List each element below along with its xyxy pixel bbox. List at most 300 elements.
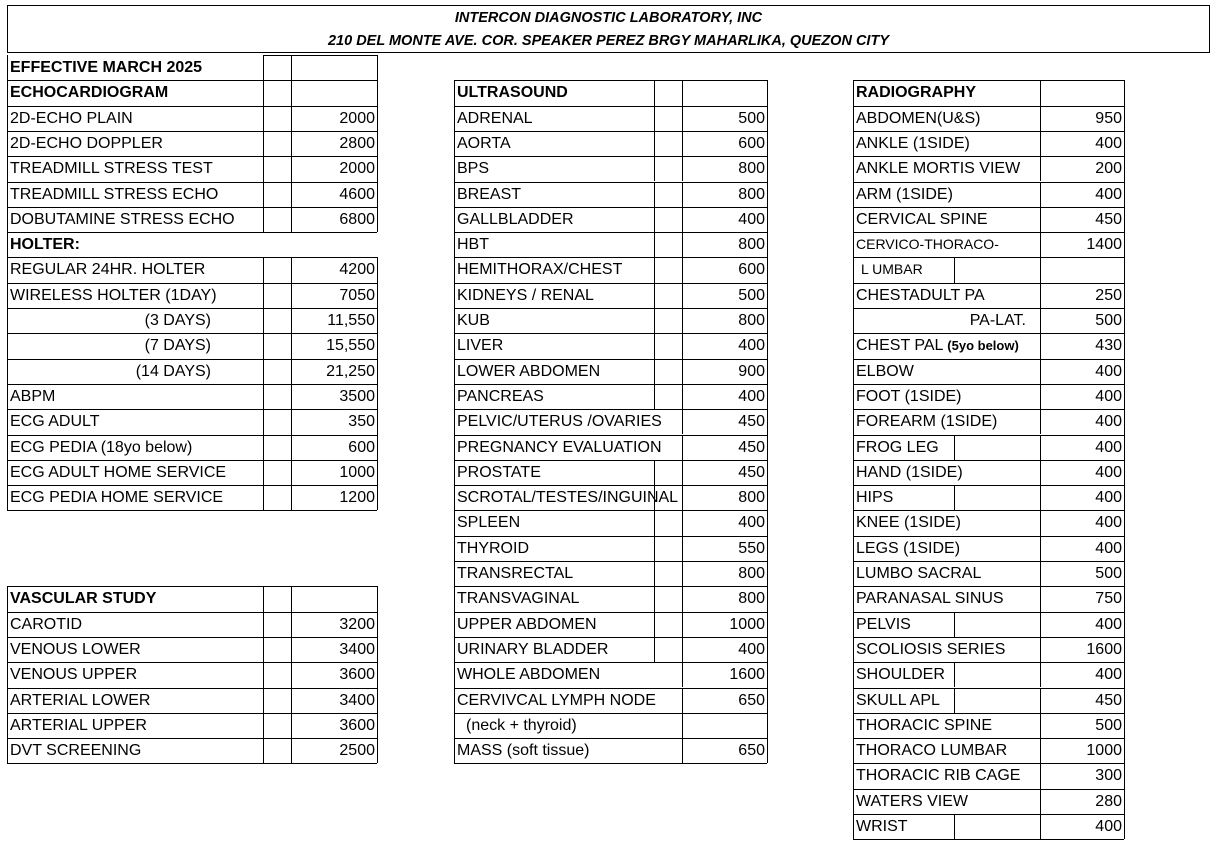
grid-line bbox=[1040, 232, 1041, 257]
service-name: TRANSVAGINAL bbox=[457, 590, 580, 608]
grid-line bbox=[7, 384, 377, 385]
grid-line bbox=[454, 612, 767, 613]
service-price: 21,250 bbox=[326, 362, 375, 380]
service-price: 500 bbox=[1095, 716, 1122, 734]
service-name: 2D-ECHO PLAIN bbox=[10, 109, 133, 127]
grid-line bbox=[682, 106, 683, 131]
grid-line bbox=[7, 55, 8, 510]
grid-line bbox=[1040, 688, 1041, 713]
service-price: 400 bbox=[1095, 438, 1122, 456]
service-price: 1600 bbox=[729, 666, 765, 684]
grid-line bbox=[1040, 156, 1041, 181]
grid-line bbox=[1124, 80, 1125, 839]
grid-line bbox=[7, 612, 377, 613]
service-name bbox=[853, 333, 1040, 358]
grid-line bbox=[454, 308, 767, 309]
service-name: GALLBLADDER bbox=[457, 210, 574, 228]
grid-line bbox=[682, 409, 683, 434]
grid-line bbox=[263, 55, 377, 56]
service-price: 650 bbox=[738, 742, 765, 760]
service-price: 900 bbox=[738, 362, 765, 380]
grid-line bbox=[682, 586, 683, 611]
grid-line bbox=[1040, 333, 1041, 358]
grid-line bbox=[7, 232, 377, 233]
service-price: 400 bbox=[1095, 514, 1122, 532]
service-price: 400 bbox=[1095, 666, 1122, 684]
effective-date: EFFECTIVE MARCH 2025 bbox=[10, 59, 203, 76]
service-name: WIRELESS HOLTER (1DAY) bbox=[10, 286, 217, 304]
grid-line bbox=[853, 283, 1124, 284]
grid-line bbox=[853, 435, 1124, 436]
grid-line bbox=[682, 308, 683, 333]
grid-line bbox=[654, 308, 655, 333]
service-price: 400 bbox=[738, 337, 765, 355]
grid-line bbox=[7, 308, 377, 309]
grid-line bbox=[654, 131, 655, 156]
grid-line bbox=[1040, 182, 1041, 207]
service-price: 3500 bbox=[339, 387, 375, 405]
service-price: 3400 bbox=[339, 691, 375, 709]
service-price: 400 bbox=[1095, 134, 1122, 152]
grid-line bbox=[1040, 283, 1041, 308]
grid-line bbox=[654, 384, 655, 409]
grid-line bbox=[654, 510, 655, 535]
grid-line bbox=[454, 207, 767, 208]
service-price: 350 bbox=[348, 413, 375, 431]
grid-line bbox=[7, 460, 377, 461]
grid-line bbox=[454, 283, 767, 284]
grid-line bbox=[1040, 207, 1041, 232]
service-price: 600 bbox=[738, 261, 765, 279]
service-name: WATERS VIEW bbox=[856, 792, 968, 810]
grid-line bbox=[454, 384, 767, 385]
grid-line bbox=[454, 156, 767, 157]
grid-line bbox=[682, 688, 683, 713]
service-price: 400 bbox=[1095, 362, 1122, 380]
service-price: 400 bbox=[1095, 539, 1122, 557]
grid-line bbox=[454, 106, 767, 107]
service-name: REGULAR 24HR. HOLTER bbox=[10, 261, 206, 279]
grid-line bbox=[853, 131, 1124, 132]
service-price: 1200 bbox=[339, 489, 375, 507]
grid-line bbox=[1040, 789, 1041, 814]
grid-line bbox=[853, 460, 1124, 461]
service-price: 2800 bbox=[339, 134, 375, 152]
service-price: 280 bbox=[1095, 792, 1122, 810]
grid-line bbox=[454, 80, 767, 81]
service-price: 400 bbox=[738, 387, 765, 405]
service-name: URINARY BLADDER bbox=[457, 640, 609, 658]
grid-line bbox=[1040, 485, 1041, 510]
grid-line bbox=[454, 713, 767, 714]
service-price: 450 bbox=[738, 463, 765, 481]
service-price: 800 bbox=[738, 160, 765, 178]
grid-line bbox=[654, 106, 655, 131]
grid-line bbox=[1040, 359, 1041, 384]
service-name: ANKLE MORTIS VIEW bbox=[856, 160, 1021, 178]
grid-line bbox=[7, 283, 377, 284]
service-price: 4600 bbox=[339, 185, 375, 203]
grid-line bbox=[263, 55, 264, 232]
grid-line bbox=[682, 612, 683, 637]
grid-line bbox=[291, 257, 292, 510]
grid-line bbox=[454, 637, 767, 638]
service-price: 950 bbox=[1095, 109, 1122, 127]
service-name: BREAST bbox=[457, 185, 522, 203]
grid-line bbox=[7, 586, 377, 587]
grid-line bbox=[654, 460, 655, 485]
grid-line bbox=[377, 55, 378, 232]
grid-line bbox=[954, 612, 955, 637]
grid-line bbox=[7, 257, 377, 258]
grid-line bbox=[853, 688, 1124, 689]
service-price: 550 bbox=[738, 539, 765, 557]
grid-line bbox=[7, 688, 377, 689]
grid-line bbox=[454, 536, 767, 537]
service-name: ECG ADULT bbox=[10, 413, 100, 431]
service-price: 400 bbox=[1095, 818, 1122, 835]
service-price: 3400 bbox=[339, 640, 375, 658]
service-name: SPLEEN bbox=[457, 514, 521, 532]
service-price: 250 bbox=[1095, 286, 1122, 304]
grid-line bbox=[853, 409, 1124, 410]
service-price: 800 bbox=[738, 489, 765, 507]
service-price: 750 bbox=[1095, 590, 1122, 608]
service-name: LIVER bbox=[457, 337, 504, 355]
service-name: HAND (1SIDE) bbox=[856, 463, 963, 481]
grid-line bbox=[454, 460, 767, 461]
service-name: CERVICAL SPINE bbox=[856, 210, 988, 228]
service-name: PARANASAL SINUS bbox=[856, 590, 1004, 608]
grid-line bbox=[454, 182, 767, 183]
service-price: 400 bbox=[1095, 463, 1122, 481]
grid-line bbox=[654, 283, 655, 308]
service-name: WHOLE ABDOMEN bbox=[457, 666, 601, 684]
grid-line bbox=[654, 156, 655, 181]
service-name: ECG PEDIA (18yo below) bbox=[10, 438, 193, 456]
grid-line bbox=[654, 182, 655, 207]
service-name: PELVIC/UTERUS /OVARIES bbox=[457, 413, 662, 431]
grid-line bbox=[1040, 106, 1041, 131]
grid-line bbox=[954, 435, 955, 460]
service-price: 15,550 bbox=[326, 337, 375, 355]
service-name: PA-LAT. bbox=[969, 312, 1026, 329]
service-name: FROG LEG bbox=[856, 438, 939, 456]
grid-line bbox=[454, 359, 767, 360]
service-name: HIPS bbox=[856, 489, 894, 507]
service-name: FOOT (1SIDE) bbox=[856, 387, 962, 405]
grid-line bbox=[454, 257, 767, 258]
service-price: 800 bbox=[738, 236, 765, 254]
grid-line bbox=[682, 460, 683, 485]
grid-line bbox=[7, 510, 377, 511]
service-name: THORACO LUMBAR bbox=[856, 742, 1008, 760]
service-price: 400 bbox=[1095, 489, 1122, 507]
grid-line bbox=[954, 688, 955, 713]
grid-line bbox=[1040, 637, 1041, 662]
service-price: 450 bbox=[738, 438, 765, 456]
grid-line bbox=[1040, 257, 1041, 282]
service-name: DOBUTAMINE STRESS ECHO bbox=[10, 210, 235, 228]
grid-line bbox=[853, 333, 1124, 334]
grid-line bbox=[7, 182, 377, 183]
grid-line bbox=[853, 586, 1124, 587]
grid-line bbox=[377, 257, 378, 510]
grid-line bbox=[1040, 763, 1041, 788]
service-name: (7 DAYS) bbox=[144, 337, 211, 355]
grid-line bbox=[291, 586, 292, 763]
grid-line bbox=[454, 131, 767, 132]
grid-line bbox=[682, 80, 683, 105]
grid-line bbox=[853, 612, 1124, 613]
service-name: CAROTID bbox=[10, 615, 82, 633]
service-name: SCROTAL/TESTES/INGUINAL bbox=[457, 489, 679, 507]
service-price: 450 bbox=[1095, 691, 1122, 709]
grid-line bbox=[682, 182, 683, 207]
lab-name: INTERCON DIAGNOSTIC LABORATORY, INC bbox=[454, 10, 763, 26]
service-price: 6800 bbox=[339, 210, 375, 228]
service-price: 300 bbox=[1095, 767, 1122, 785]
grid-line bbox=[853, 789, 1124, 790]
service-name: TRANSRECTAL bbox=[457, 565, 574, 582]
grid-line bbox=[1040, 384, 1041, 409]
service-name: THORACIC RIB CAGE bbox=[856, 767, 1021, 785]
service-name: UPPER ABDOMEN bbox=[457, 615, 597, 633]
grid-line bbox=[654, 232, 655, 257]
service-price: 7050 bbox=[339, 286, 375, 304]
grid-line bbox=[853, 713, 1124, 714]
grid-line bbox=[454, 662, 767, 663]
service-price: 3600 bbox=[339, 666, 375, 684]
grid-line bbox=[682, 485, 683, 510]
service-name: ECG ADULT HOME SERVICE bbox=[10, 463, 227, 481]
service-price: 400 bbox=[738, 514, 765, 532]
service-price: 600 bbox=[348, 438, 375, 456]
service-name: LEGS (1SIDE) bbox=[856, 539, 961, 557]
grid-line bbox=[7, 586, 8, 763]
service-name: BPS bbox=[457, 160, 490, 178]
grid-line bbox=[954, 814, 955, 839]
service-name: 2D-ECHO DOPPLER bbox=[10, 134, 163, 152]
service-price: 800 bbox=[738, 312, 765, 329]
grid-line bbox=[682, 384, 683, 409]
grid-line bbox=[7, 409, 377, 410]
grid-line bbox=[654, 637, 655, 662]
service-name: (3 DAYS) bbox=[144, 312, 211, 329]
grid-line bbox=[954, 662, 955, 687]
grid-line bbox=[853, 384, 1124, 385]
grid-line bbox=[954, 257, 955, 282]
grid-line bbox=[853, 207, 1124, 208]
service-name: MASS (soft tissue) bbox=[457, 742, 590, 760]
service-name: PELVIS bbox=[856, 615, 911, 633]
grid-line bbox=[1040, 738, 1041, 763]
grid-line bbox=[454, 333, 767, 334]
grid-line bbox=[853, 763, 1124, 764]
grid-line bbox=[7, 763, 377, 764]
grid-line bbox=[853, 637, 1124, 638]
grid-line bbox=[7, 738, 377, 739]
grid-line bbox=[853, 536, 1124, 537]
service-name: ADRENAL bbox=[457, 109, 533, 127]
service-price: 400 bbox=[1095, 615, 1122, 633]
service-name: FOREARM (1SIDE) bbox=[856, 413, 998, 431]
service-name: PROSTATE bbox=[457, 463, 541, 481]
service-price: 1400 bbox=[1086, 236, 1122, 254]
grid-line bbox=[263, 257, 264, 510]
lab-address: 210 DEL MONTE AVE. COR. SPEAKER PEREZ BRGY MAHARLIKA, QUEZON CITY bbox=[327, 33, 889, 49]
grid-line bbox=[654, 257, 655, 282]
grid-line bbox=[853, 156, 1124, 157]
service-price: 1000 bbox=[729, 615, 765, 633]
grid-line bbox=[682, 435, 683, 460]
section-title: RADIOGRAPHY bbox=[856, 84, 977, 102]
grid-line bbox=[853, 814, 1124, 815]
grid-line bbox=[7, 435, 377, 436]
grid-line bbox=[853, 80, 1124, 81]
service-name: KIDNEYS / RENAL bbox=[457, 286, 594, 304]
service-price: 500 bbox=[1095, 312, 1122, 329]
grid-line bbox=[454, 485, 767, 486]
grid-line bbox=[454, 586, 767, 587]
grid-line bbox=[1040, 662, 1041, 687]
service-price: 2000 bbox=[339, 109, 375, 127]
section-title: ULTRASOUND bbox=[457, 84, 568, 102]
grid-line bbox=[853, 182, 1124, 183]
grid-line bbox=[654, 80, 655, 105]
service-name: THORACIC SPINE bbox=[856, 716, 993, 734]
service-name: SCOLIOSIS SERIES bbox=[856, 640, 1006, 658]
grid-line bbox=[1040, 561, 1041, 586]
grid-line bbox=[1040, 131, 1041, 156]
grid-line bbox=[454, 435, 767, 436]
service-price: 430 bbox=[1095, 337, 1122, 355]
service-name: (14 DAYS) bbox=[135, 362, 211, 380]
service-price: 1600 bbox=[1086, 640, 1122, 658]
service-name: ABDOMEN(U&S) bbox=[856, 109, 981, 127]
service-price: 400 bbox=[738, 640, 765, 658]
service-name: CERVICO-THORACO- bbox=[856, 236, 999, 253]
service-price: 500 bbox=[738, 109, 765, 127]
service-name: PANCREAS bbox=[457, 387, 544, 405]
section-title: VASCULAR STUDY bbox=[10, 590, 157, 608]
service-name: ELBOW bbox=[856, 362, 914, 380]
grid-line bbox=[7, 359, 377, 360]
grid-line bbox=[1040, 510, 1041, 535]
grid-line bbox=[682, 131, 683, 156]
service-name: ARTERIAL LOWER bbox=[10, 691, 151, 709]
grid-line bbox=[654, 536, 655, 561]
grid-line bbox=[654, 359, 655, 384]
service-name: L UMBAR bbox=[861, 261, 923, 278]
grid-line bbox=[654, 207, 655, 232]
service-name: HBT bbox=[457, 236, 489, 254]
grid-line bbox=[263, 586, 264, 763]
grid-line bbox=[853, 561, 1124, 562]
service-price: 400 bbox=[1095, 387, 1122, 405]
age-note: (5yo below) bbox=[947, 338, 1019, 354]
grid-line bbox=[853, 738, 1124, 739]
service-name: HEMITHORAX/CHEST bbox=[457, 261, 623, 279]
grid-line bbox=[454, 232, 767, 233]
service-price: 500 bbox=[1095, 565, 1122, 582]
grid-line bbox=[682, 637, 683, 662]
grid-line bbox=[853, 308, 1124, 309]
service-price bbox=[682, 713, 767, 738]
service-name: LOWER ABDOMEN bbox=[457, 362, 601, 380]
grid-line bbox=[654, 485, 655, 510]
grid-line bbox=[767, 80, 768, 763]
service-price: 4200 bbox=[339, 261, 375, 279]
service-price: 3200 bbox=[339, 615, 375, 633]
grid-line bbox=[682, 510, 683, 535]
grid-line bbox=[454, 510, 767, 511]
grid-line bbox=[682, 738, 683, 763]
service-name: CERVIVCAL LYMPH NODE bbox=[457, 691, 656, 709]
service-price: 1000 bbox=[339, 463, 375, 481]
service-name: VENOUS LOWER bbox=[10, 640, 141, 658]
service-price: 800 bbox=[738, 185, 765, 203]
service-price: 2500 bbox=[339, 742, 375, 760]
service-name: KUB bbox=[457, 312, 490, 329]
grid-line bbox=[682, 561, 683, 586]
service-name: ANKLE (1SIDE) bbox=[856, 134, 970, 152]
service-name: DVT SCREENING bbox=[10, 742, 142, 760]
grid-line bbox=[7, 662, 377, 663]
grid-line bbox=[682, 283, 683, 308]
grid-line bbox=[7, 713, 377, 714]
grid-line bbox=[853, 232, 1124, 233]
grid-line bbox=[1040, 586, 1041, 611]
grid-line bbox=[654, 586, 655, 611]
grid-line bbox=[454, 738, 767, 739]
service-name: WRIST bbox=[856, 818, 908, 835]
grid-line bbox=[1040, 814, 1041, 839]
grid-line bbox=[853, 839, 1124, 840]
service-price: 11,550 bbox=[327, 312, 375, 329]
grid-line bbox=[454, 409, 767, 410]
service-price: 400 bbox=[1095, 413, 1122, 431]
grid-line bbox=[853, 510, 1124, 511]
service-name: VENOUS UPPER bbox=[10, 666, 138, 684]
service-price: 400 bbox=[1095, 185, 1122, 203]
service-name: CHESTADULT PA bbox=[856, 286, 985, 304]
service-name: ABPM bbox=[10, 387, 56, 405]
grid-line bbox=[1040, 536, 1041, 561]
grid-line bbox=[7, 131, 377, 132]
section-title: ECHOCARDIOGRAM bbox=[10, 84, 169, 102]
grid-line bbox=[954, 485, 955, 510]
service-price: 800 bbox=[738, 565, 765, 582]
grid-line bbox=[682, 156, 683, 181]
service-price: 450 bbox=[738, 413, 765, 431]
grid-line bbox=[682, 662, 683, 687]
service-name-text: CHEST PAL bbox=[856, 337, 948, 355]
service-name: (neck + thyroid) bbox=[466, 716, 577, 734]
grid-line bbox=[853, 257, 1124, 258]
grid-line bbox=[654, 333, 655, 358]
grid-line bbox=[454, 763, 767, 764]
grid-line bbox=[7, 156, 377, 157]
grid-line bbox=[1040, 435, 1041, 460]
service-price: 3600 bbox=[339, 716, 375, 734]
grid-line bbox=[853, 106, 1124, 107]
service-name: ARTERIAL UPPER bbox=[10, 716, 147, 734]
grid-line bbox=[1040, 409, 1041, 434]
grid-line bbox=[7, 106, 377, 107]
service-price: 2000 bbox=[339, 160, 375, 178]
service-price: 800 bbox=[738, 590, 765, 608]
